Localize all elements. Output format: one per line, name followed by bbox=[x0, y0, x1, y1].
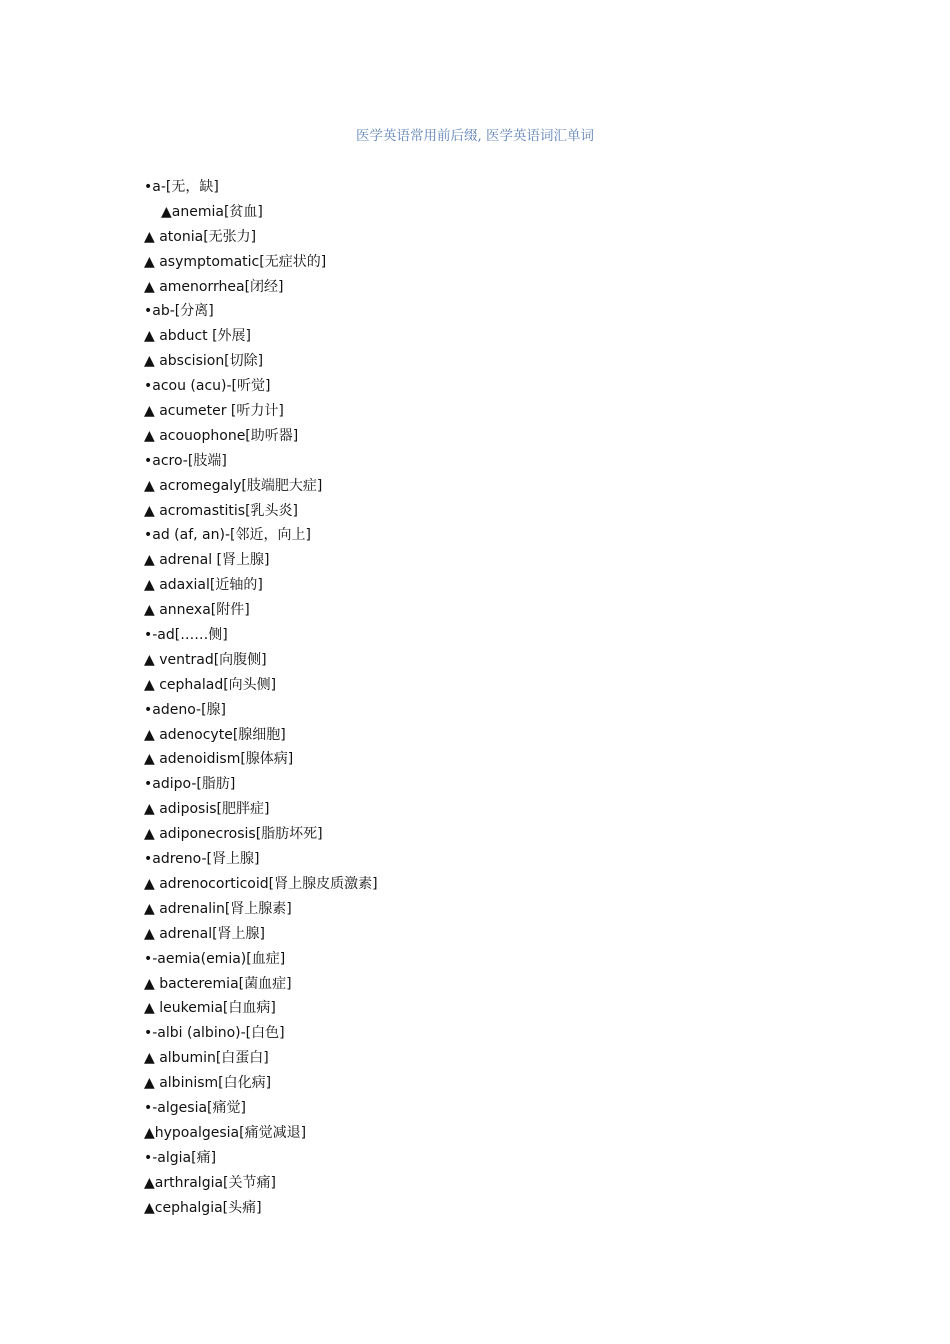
example-entry: ▲ acumeter [听力计] bbox=[144, 403, 284, 420]
example-entry: ▲ bacteremia[菌血症] bbox=[144, 975, 292, 992]
prefix-entry: •-algesia[痛觉] bbox=[144, 1099, 246, 1116]
example-entry: ▲ adiposis[肥胖症] bbox=[144, 801, 270, 818]
example-entry: ▲ adrenalin[肾上腺素] bbox=[144, 900, 292, 917]
example-entry: ▲ acouophone[助听器] bbox=[144, 427, 299, 444]
prefix-entry: •-albi (albino)-[白色] bbox=[144, 1025, 285, 1042]
prefix-entry: •adeno-[腺] bbox=[144, 701, 227, 718]
prefix-entry: •ab-[分离] bbox=[144, 303, 214, 320]
example-entry: ▲cephalgia[头痛] bbox=[144, 1199, 262, 1216]
example-entry: ▲ adenoidism[腺体病] bbox=[144, 751, 294, 768]
example-entry: ▲ abscision[切除] bbox=[144, 353, 264, 370]
example-entry: ▲ adrenocorticoid[肾上腺皮质激素] bbox=[144, 875, 378, 892]
example-entry: ▲ amenorrhea[闭经] bbox=[144, 278, 284, 295]
example-entry: ▲anemia[贫血] bbox=[161, 203, 263, 220]
prefix-entry: •-aemia(emia)[血症] bbox=[144, 950, 286, 967]
example-entry: ▲hypoalgesia[痛觉减退] bbox=[144, 1124, 307, 1141]
example-entry: ▲ adaxial[近轴的] bbox=[144, 577, 263, 594]
entry-list bbox=[144, 175, 844, 1220]
prefix-entry: •-ad[……侧] bbox=[144, 627, 228, 644]
example-entry: ▲ leukemia[白血病] bbox=[144, 1000, 276, 1017]
prefix-entry: •acou (acu)-[听觉] bbox=[144, 378, 271, 395]
example-entry: ▲ acromastitis[乳头炎] bbox=[144, 502, 298, 519]
prefix-entry: •-algia[痛] bbox=[144, 1149, 217, 1166]
example-entry: ▲ abduct [外展] bbox=[144, 328, 252, 345]
example-entry: ▲ asymptomatic[无症状的] bbox=[144, 253, 327, 270]
example-entry: ▲ adenocyte[腺细胞] bbox=[144, 726, 286, 743]
prefix-entry: •a-[无，缺] bbox=[144, 179, 219, 195]
prefix-entry: •ad (af, an)-[邻近，向上] bbox=[144, 527, 311, 544]
example-entry: ▲ albumin[白蛋白] bbox=[144, 1050, 269, 1067]
example-entry: ▲ atonia[无张力] bbox=[144, 228, 257, 245]
example-entry: ▲ ventrad[向腹侧] bbox=[144, 651, 267, 668]
prefix-entry: •adreno-[肾上腺] bbox=[144, 851, 260, 868]
example-entry: ▲ adrenal [肾上腺] bbox=[144, 552, 270, 569]
example-entry: ▲ adrenal[肾上腺] bbox=[144, 925, 266, 942]
page-title: 医学英语常用前后缀, 医学英语词汇单词 bbox=[355, 128, 595, 144]
prefix-entry: •adipo-[脂肪] bbox=[144, 776, 236, 793]
example-entry: ▲ albinism[白化病] bbox=[144, 1075, 272, 1092]
example-entry: ▲ acromegaly[肢端肥大症] bbox=[144, 477, 323, 494]
example-entry: ▲ annexa[附件] bbox=[144, 602, 250, 619]
example-entry: ▲ cephalad[向头侧] bbox=[144, 676, 277, 693]
example-entry: ▲arthralgia[关节痛] bbox=[144, 1174, 276, 1191]
prefix-entry: •acro-[肢端] bbox=[144, 452, 227, 469]
example-entry: ▲ adiponecrosis[脂肪坏死] bbox=[144, 826, 323, 843]
